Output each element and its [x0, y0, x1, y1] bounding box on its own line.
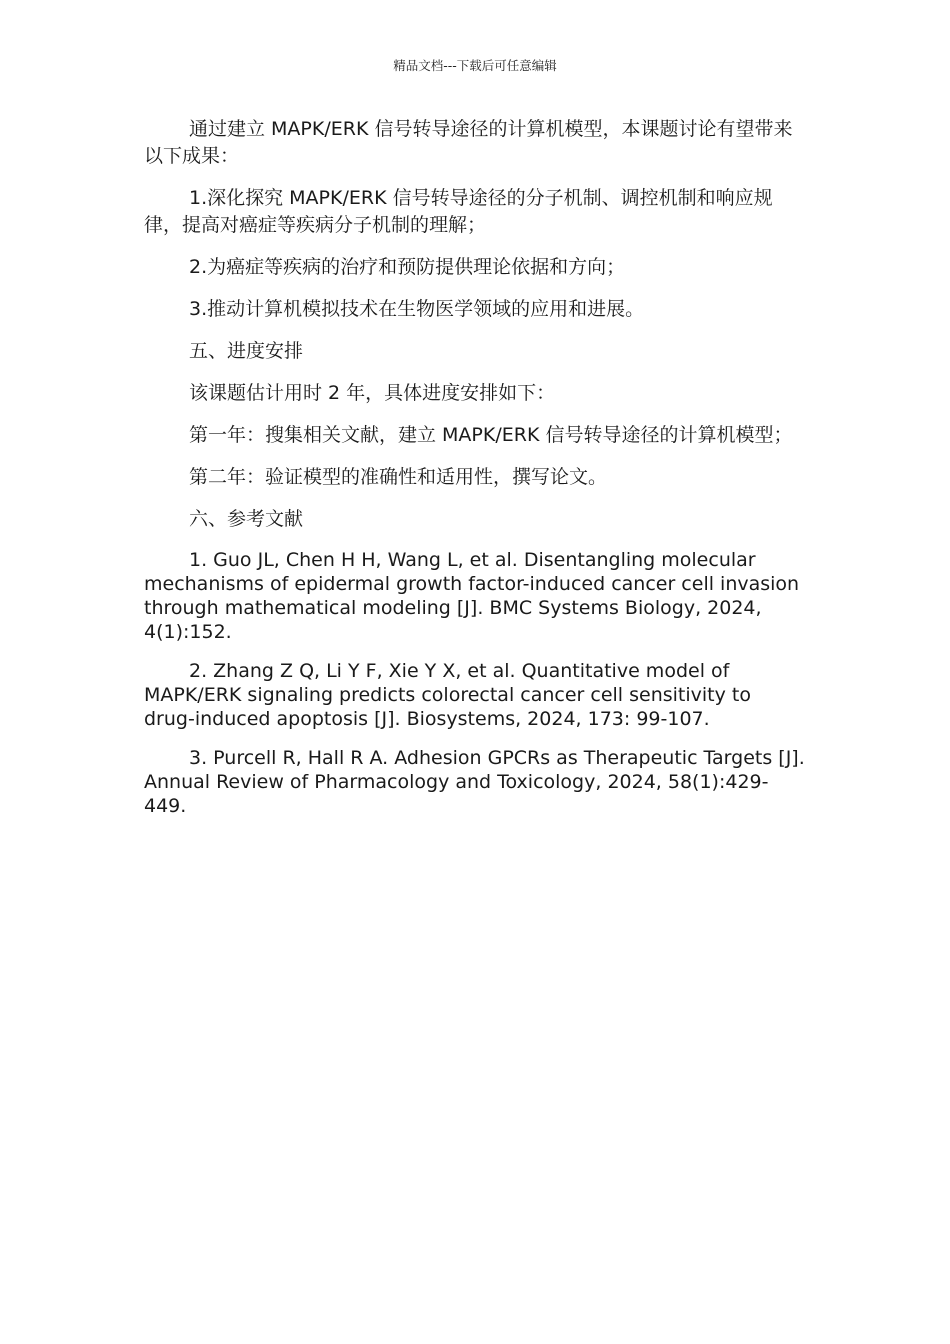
paragraph-outcome-3: 3.推动计算机模拟技术在生物医学领域的应用和进展。: [189, 298, 645, 320]
reference-item: 1. Guo JL, Chen H H, Wang L, et al. Disentangling molecular mechanisms of epidermal growth factor-induced cancer cell invasion through mathematical modeling [J]. BMC Systems Biology, 2024, 4(1):152.: [144, 549, 800, 643]
paragraph-outcome-1: 1.深化探究 MAPK/ERK 信号转导途径的分子机制、调控机制和响应规律，提高对癌症等疾病分子机制的理解；: [144, 187, 773, 236]
paragraph-schedule-year-2: 第二年：验证模型的准确性和适用性，撰写论文。: [189, 466, 608, 488]
reference-item: 2. Zhang Z Q, Li Y F, Xie Y X, et al. Quantitative model of MAPK/ERK signaling predicts colorectal cancer cell sensitivity to drug-induced apoptosis [J]. Biosystems, 2024, 173: 99-107.: [144, 660, 751, 730]
page-header: 精品文档---下载后可任意编辑: [393, 58, 557, 73]
section-heading-references: 六、参考文献: [189, 508, 304, 530]
paragraph-outcome-2: 2.为癌症等疾病的治疗和预防提供理论依据和方向；: [189, 256, 626, 278]
section-heading-schedule: 五、进度安排: [189, 340, 304, 362]
paragraph-expected-outcomes-intro: 通过建立 MAPK/ERK 信号转导途径的计算机模型，本课题讨论有望带来以下成果：: [144, 118, 793, 167]
paragraph-schedule-intro: 该课题估计用时 2 年，具体进度安排如下：: [189, 382, 556, 404]
document-body: [144, 116, 806, 833]
reference-list: [144, 548, 806, 818]
reference-item: 3. Purcell R, Hall R A. Adhesion GPCRs as Therapeutic Targets [J]. Annual Review of Pharmacology and Toxicology, 2024, 58(1):429-449.: [144, 747, 805, 817]
paragraph-schedule-year-1: 第一年：搜集相关文献，建立 MAPK/ERK 信号转导途径的计算机模型；: [189, 424, 793, 446]
